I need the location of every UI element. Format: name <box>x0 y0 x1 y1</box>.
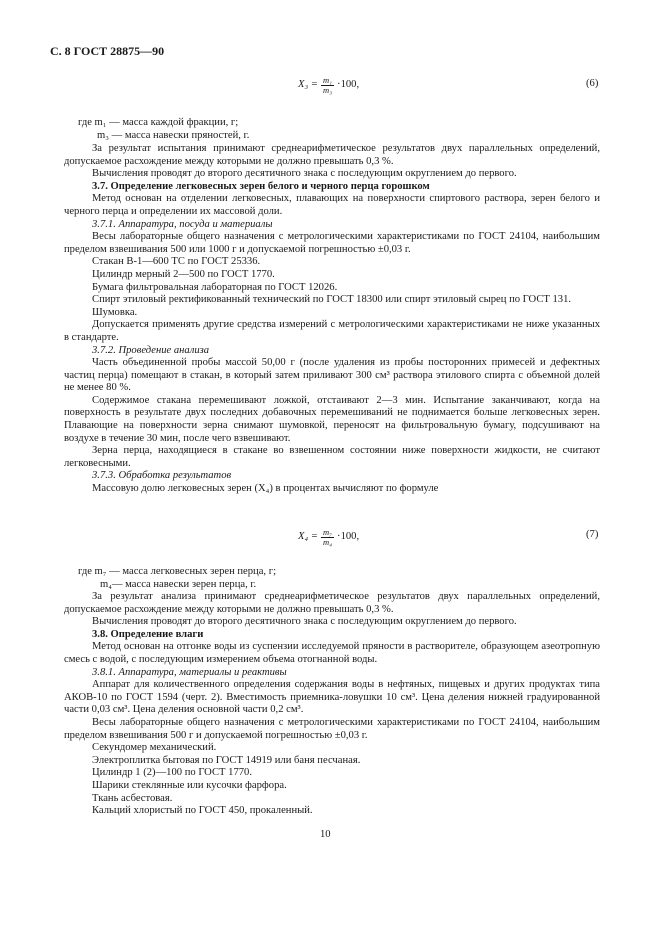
page-header: С. 8 ГОСТ 28875—90 <box>50 44 165 58</box>
subsection-heading-3-8-1: 3.8.1. Аппаратура, материалы и реактивы <box>92 666 287 678</box>
paragraph: Зерна перца, находящиеся в стакане во взвешенном состоянии ниже поверхности жидкости, не считают легковесными. <box>64 445 600 469</box>
list-item: Цилиндр мерный 2—500 по ГОСТ 1770. <box>92 268 275 280</box>
section-3-8 <box>64 591 600 818</box>
subsection-heading-3-7-3: 3.7.3. Обработка результатов <box>92 470 232 482</box>
paragraph: Весы лабораторные общего назначения с метрологическими характеристиками по ГОСТ 24104, наибольшим пределом взвешивания 500 или 1000 г и допускаемой погрешностью ±0,03 г. <box>64 231 600 255</box>
formula-7-denominator: m₄ <box>322 537 333 547</box>
where-6 <box>78 117 600 142</box>
formula-6-lhs: X₃ = <box>298 79 318 91</box>
formula-6-fraction <box>321 76 334 95</box>
formula-7-number: (7) <box>586 529 599 540</box>
page-number: 10 <box>320 829 331 840</box>
paragraph: Аппарат для количественного определения содержания воды в нефтяных, пищевых и других продуктах типа АКОВ-10 по ГОСТ 1594 (черт. 2). Вместимость приемника-ловушки 10 см³. Цена деления нижней градуированной части 0,03 см³. Цена деления основной части 0,2 см³. <box>64 679 600 716</box>
list-item: Секундомер механический. <box>92 742 217 754</box>
formula-7-numerator: m₇ <box>322 527 333 537</box>
subsection-heading-3-7-2: 3.7.2. Проведение анализа <box>92 344 210 356</box>
formula-6 <box>298 76 359 95</box>
list-item: Цилиндр 1 (2)—100 по ГОСТ 1770. <box>92 767 252 779</box>
list-item: Ткань асбестовая. <box>92 792 173 804</box>
paragraph: За результат анализа принимают среднеарифметическое результатов двух параллельных определений, допускаемое расхождение между которыми не должно превышать 0,3 %. <box>64 591 600 615</box>
section-heading-3-8: 3.8. Определение влаги <box>92 628 204 640</box>
paragraph: Вычисления проводят до второго десятичного знака с последующим округлением до первого. <box>92 168 517 180</box>
paragraph: Массовую долю легковесных зерен (X₄) в процентах вычисляют по формуле <box>92 483 439 495</box>
formula-6-denominator: m₃ <box>322 85 333 95</box>
where-7 <box>78 566 600 591</box>
list-item: Шумовка. <box>92 306 138 318</box>
list-item: Электроплитка бытовая по ГОСТ 14919 или баня песчаная. <box>92 754 361 766</box>
paragraph: Содержимое стакана перемешивают ложкой, отстаивают 2—3 мин. Испытание заканчивают, когда на поверхность в результате двух последних добавочных перемешиваний не поднимается больше легковесных зерен. Плавающие на поверхности зерна снимают шумовкой, переносят на фильтровальную бумагу, подсушивают на воздухе в течение 30 мин, после чего взвешивают. <box>64 394 600 444</box>
where-6-line-2: m₃ — масса навески пряностей, г. <box>97 129 250 141</box>
subsection-heading-3-7-1: 3.7.1. Аппаратура, посуда и материалы <box>92 218 273 230</box>
paragraph: За результат испытания принимают среднеарифметическое результатов двух параллельных определений, допускаемое расхождение между которыми не должно превышать 0,3 %. <box>64 143 600 167</box>
paragraph: Весы лабораторные общего назначения с метрологическими характеристиками по ГОСТ 24104, наибольшим пределом взвешивания 500 г и допускаемой погрешностью ±0,03 г. <box>64 716 600 741</box>
where-7-line-1: где m₇ — масса легковесных зерен перца, г; <box>78 566 277 577</box>
section-heading-3-7: 3.7. Определение легковесных зерен белого и черного перца горошком <box>92 180 430 192</box>
paragraph: Часть объединенной пробы массой 50,00 г (после удаления из пробы посторонних примесей и дефектных частиц перца) помещают в стакан, в который затем приливают 300 см³ раствора этилового спирта с объемной долей не менее 80 %. <box>64 357 600 394</box>
list-item: Кальций хлористый по ГОСТ 450, прокаленный. <box>92 805 313 817</box>
formula-6-rest: ·100, <box>337 79 360 91</box>
paragraph: Метод основан на отгонке воды из суспензии исследуемой пряности в растворителе, образующем азеотропную смесь с водой, с последующим измерением объема отогнанной воды. <box>64 641 600 665</box>
where-6-line-1: где m₁ — масса каждой фракции, г; <box>78 117 239 128</box>
formula-7 <box>298 528 359 547</box>
paragraph: Вычисления проводят до второго десятичного знака с последующим округлением до первого. <box>92 616 517 628</box>
formula-7-lhs: X₄ = <box>298 531 318 543</box>
paragraph: Метод основан на отделении легковесных, плавающих на поверхности спиртового раствора, зерен белого и черного перца и определении их массовой доли. <box>64 193 600 217</box>
list-item: Стакан В-1—600 ТС по ГОСТ 25336. <box>92 256 261 268</box>
formula-6-numerator: m₁ <box>322 75 333 85</box>
formula-6-number: (6) <box>586 78 599 89</box>
list-item: Шарики стеклянные или кусочки фарфора. <box>92 779 287 791</box>
section-3-6-tail <box>64 143 600 496</box>
list-item: Спирт этиловый ректификованный технический по ГОСТ 18300 или спирт этиловый сырец по ГОСТ 131. <box>92 294 572 306</box>
formula-7-fraction <box>321 528 334 547</box>
where-7-line-2: m₄— масса навески зерен перца, г. <box>100 578 257 590</box>
formula-7-rest: ·100, <box>337 531 360 543</box>
paragraph: Допускается применять другие средства измерений с метрологическими характеристиками не ниже указанных в стандарте. <box>64 319 600 343</box>
list-item: Бумага фильтровальная лабораторная по ГОСТ 12026. <box>92 281 338 293</box>
